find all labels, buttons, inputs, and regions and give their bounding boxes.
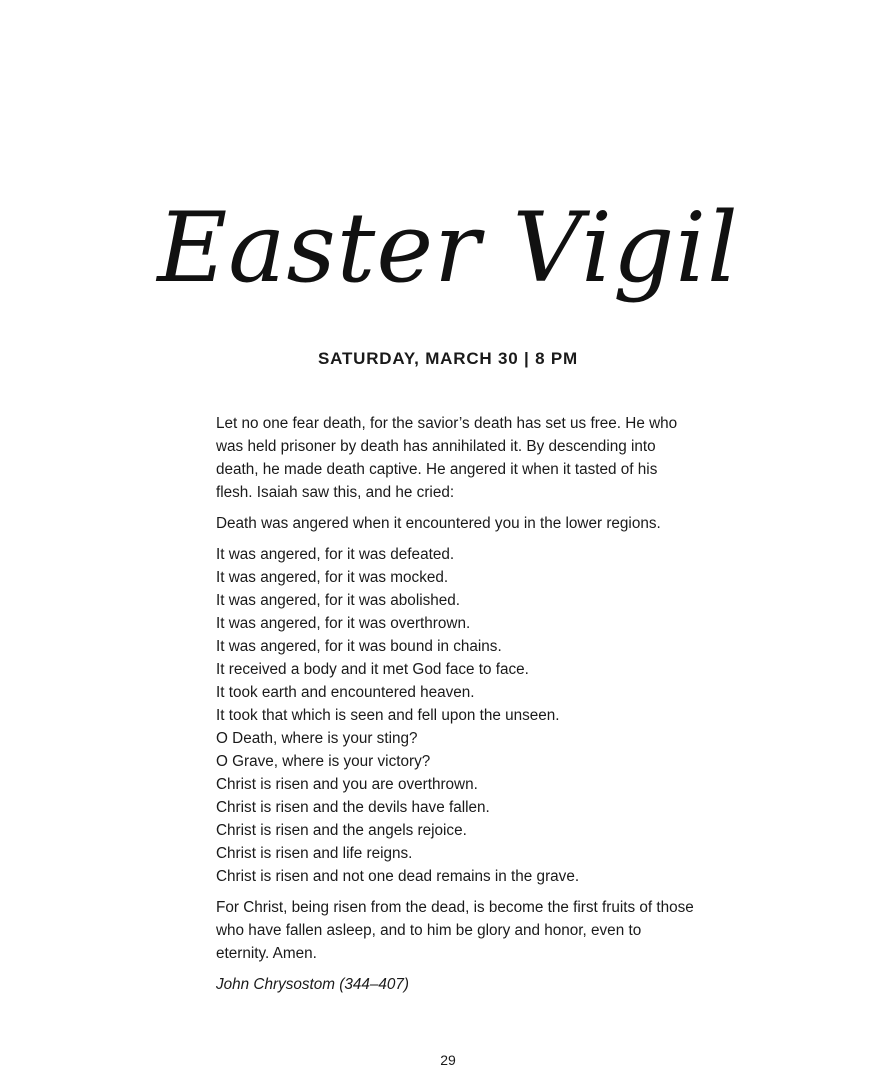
attribution: John Chrysostom (344–407) (216, 976, 410, 993)
verse-line: Christ is risen and you are overthrown. (216, 776, 478, 793)
verse-line: It took earth and encountered heaven. (216, 684, 475, 701)
verse-line: It was angered, for it was mocked. (216, 569, 449, 586)
page-title: Easter Vigil (157, 192, 739, 304)
verse-line: Christ is risen and life reigns. (216, 845, 413, 862)
verse-line: It was angered, for it was abolished. (216, 592, 461, 609)
verse-line: It was angered, for it was overthrown. (216, 615, 471, 632)
closing-paragraph: For Christ, being risen from the dead, is become the first fruits of those who have fallen asleep, and to him be glory and honor, even to eternity. Amen. (216, 899, 694, 962)
quote-paragraph: Death was angered when it encountered you in the lower regions. (216, 515, 661, 532)
service-date-time: SATURDAY, MARCH 30 | 8 PM (318, 349, 578, 368)
verse-line: It took that which is seen and fell upon the unseen. (216, 707, 560, 724)
verse-line: It was angered, for it was defeated. (216, 546, 455, 563)
verse-line: Christ is risen and the angels rejoice. (216, 822, 467, 839)
verse-line: It received a body and it met God face to face. (216, 661, 529, 678)
verse-line: It was angered, for it was bound in chains. (216, 638, 502, 655)
intro-paragraph: Let no one fear death, for the savior’s death has set us free. He who was held prisoner by death has annihilated it. By descending into death, he made death captive. He angered it when it tasted of his flesh. Isaiah saw this, and he cried: (216, 415, 678, 501)
page-number: 29 (440, 1052, 456, 1068)
reading-body (216, 412, 696, 1004)
verse-line: O Death, where is your sting? (216, 730, 418, 747)
verse-line: O Grave, where is your victory? (216, 753, 431, 770)
verse-line: Christ is risen and the devils have fallen. (216, 799, 490, 816)
verse-lines (216, 543, 696, 888)
verse-line: Christ is risen and not one dead remains in the grave. (216, 868, 580, 885)
